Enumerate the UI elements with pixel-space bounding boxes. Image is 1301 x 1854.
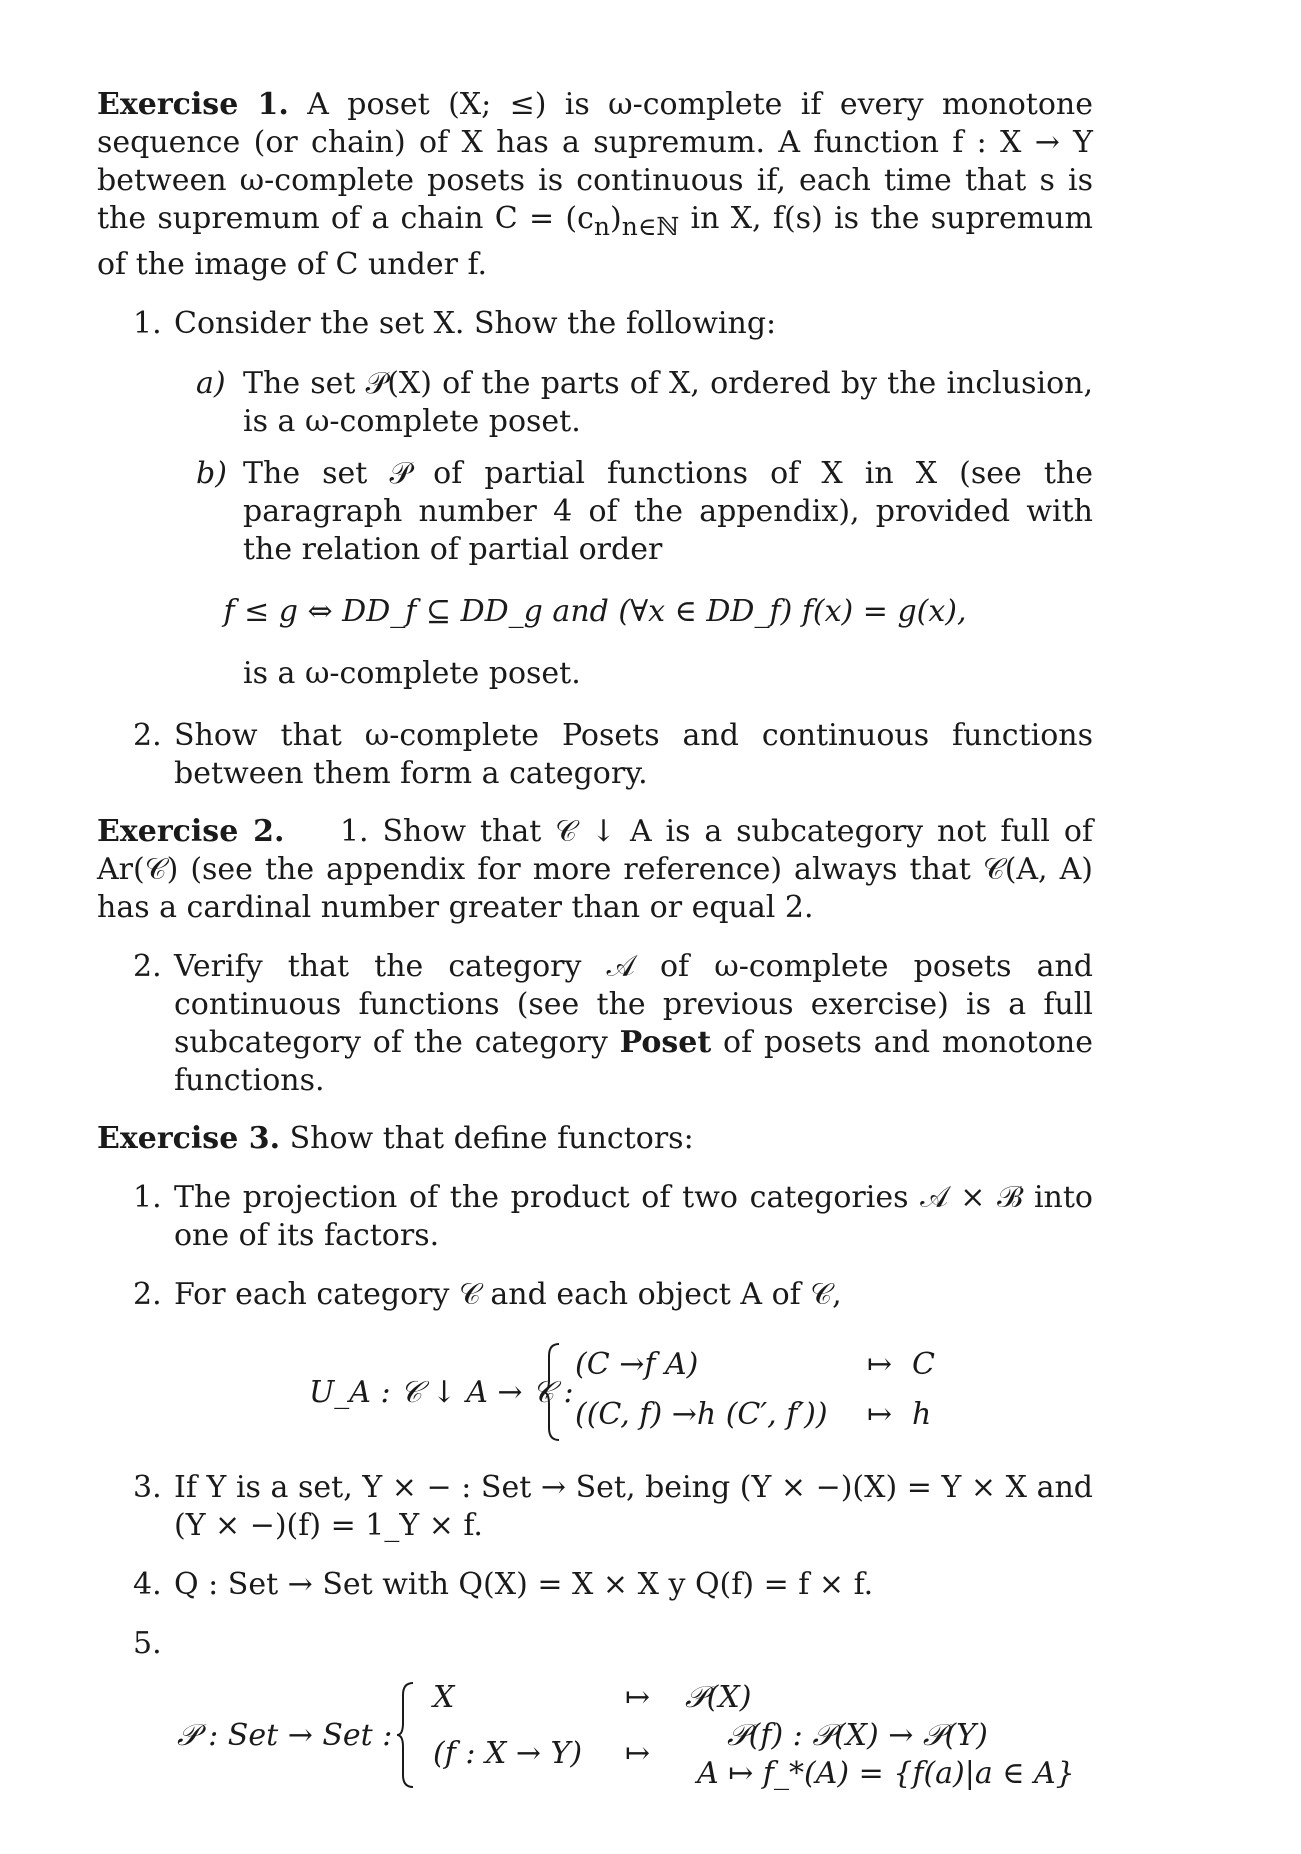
case-row-1-left: X xyxy=(433,1680,455,1715)
exercise-3-item-2 xyxy=(97,1276,1093,1314)
exercise-3-item-4 xyxy=(97,1566,1093,1604)
item-number: 3. xyxy=(133,1470,162,1505)
exercise-2-item-2 xyxy=(97,948,1093,1100)
poset-bold: Poset xyxy=(619,1025,712,1060)
exercise-1-text: A poset (X; ≤) is ω-complete if every monotone sequence (or chain) of X has a supremum. A function f : X → Y between ω-complete posets is continuous if, each time that s is the supremum of a chain C = (c xyxy=(97,87,1093,236)
power-set-functor-definition xyxy=(97,1677,1093,1793)
subitem-text: The set 𝒫 of partial functions of X in X (see the paragraph number 4 of the appendix), provided with the relation of partial order xyxy=(243,456,1093,567)
case-row-2-left: ((C, f) →h (C′, f′)) xyxy=(575,1397,828,1432)
maps-to: ↦ xyxy=(625,1680,651,1715)
item-number: 1. xyxy=(133,1180,162,1215)
case-row-2-right-top: 𝒫(f) : 𝒫(X) → 𝒫(Y) xyxy=(727,1718,988,1753)
exercise-3-item-5 xyxy=(97,1625,1093,1663)
exercise-1-item-1b xyxy=(97,455,1093,693)
chain-index-n: n xyxy=(593,212,611,241)
document-page xyxy=(97,86,1093,1811)
item-text: Q : Set → Set with Q(X) = X × X y Q(f) = f × f. xyxy=(174,1567,874,1602)
functor-lhs: U_A : 𝒞 ↓ A → 𝒞 : xyxy=(309,1375,574,1410)
item-number: 2. xyxy=(133,718,162,753)
item-text: Show that ω-complete Posets and continuous functions between them form a category. xyxy=(174,718,1093,791)
case-row-2-right-bottom: A ↦ f_*(A) = {f(a)|a ∈ A} xyxy=(697,1756,1075,1791)
case-row-1-right: 𝒫(X) xyxy=(685,1680,752,1715)
partial-order-formula: f ≤ g ⇔ DD_f ⊆ DD_g and (∀x ∈ DD_f) f(x) = g(x), xyxy=(223,594,967,629)
case-row-2-right: h xyxy=(912,1397,932,1432)
item-number: 1. xyxy=(339,814,369,849)
maps-to: ↦ xyxy=(867,1397,893,1432)
item-text: Show that 𝒞 ↓ A is a subcategory not full of Ar(𝒞) (see the appendix for more reference) always that 𝒞(A, A) has a cardinal number greater than or equal 2. xyxy=(97,814,1093,925)
case-row-1-right: C xyxy=(912,1347,935,1382)
exercise-3 xyxy=(97,1120,1093,1158)
chain-index-set: n∈ℕ xyxy=(621,212,680,241)
exercise-1-text-end: in X, f(s) is the supremum of the image of C under f. xyxy=(97,201,1093,282)
item-number: 2. xyxy=(133,949,162,984)
exercise-2-label: Exercise 2. xyxy=(97,814,285,849)
item-number: 4. xyxy=(133,1567,162,1602)
exercise-3-label: Exercise 3. xyxy=(97,1121,281,1156)
exercise-1-intro: Exercise 1. A poset (X; ≤) is ω-complete if every monotone sequence (or chain) of X has a supremum. A function f : X → Y between ω-complete posets is continuous if, each time that s is the supremum of a chain $C = (c_n)_{n\in ℕ}$ in X, f(s) is the supremum of the image of C under f. xyxy=(97,87,1093,282)
exercise-3-text: Show that define functors: xyxy=(289,1121,694,1156)
subitem-label: a) xyxy=(196,366,226,401)
item-number: 2. xyxy=(133,1277,162,1312)
item-text: For each category 𝒞 and each object A of 𝒞, xyxy=(174,1277,842,1312)
subitem-text: The set 𝒫(X) of the parts of X, ordered by the inclusion, is a ω-complete poset. xyxy=(243,366,1093,439)
maps-to: ↦ xyxy=(625,1736,651,1771)
subitem-tail: is a ω-complete poset. xyxy=(243,656,581,691)
item-text: Verify that the category 𝒜 of ω-complete posets and continuous functions (see the previous exercise) is a full subcategory of the category xyxy=(174,949,1093,1060)
case-row-2-left: (f : X → Y) xyxy=(433,1736,583,1771)
exercise-1-item-2 xyxy=(97,717,1093,793)
forgetful-functor-definition xyxy=(97,1336,1093,1448)
exercise-1-item-1 xyxy=(97,305,1093,343)
left-brace xyxy=(395,1681,417,1789)
exercise-3-item-3 xyxy=(97,1469,1093,1545)
exercise-1-label: Exercise 1. xyxy=(97,87,289,122)
functor-lhs: 𝒫 : Set → Set : xyxy=(177,1718,393,1753)
item-number: 1. xyxy=(133,306,162,341)
maps-to: ↦ xyxy=(867,1347,893,1382)
item-text: Consider the set X. Show the following: xyxy=(174,306,777,341)
case-row-1-left: (C →f A) xyxy=(575,1347,699,1382)
exercise-3-item-1 xyxy=(97,1179,1093,1255)
item-text: If Y is a set, Y × − : Set → Set, being (Y × −)(X) = Y × X and (Y × −)(f) = 1_Y × f. xyxy=(174,1470,1093,1543)
left-brace xyxy=(541,1342,563,1442)
item-text: The projection of the product of two categories 𝒜 × ℬ into one of its factors. xyxy=(174,1180,1093,1253)
exercise-2 xyxy=(97,813,1093,927)
item-text-end: of posets and monotone functions. xyxy=(174,1025,1093,1098)
subitem-label: b) xyxy=(196,456,227,491)
item-number: 5. xyxy=(133,1626,162,1661)
exercise-1-item-1a xyxy=(97,365,1093,441)
